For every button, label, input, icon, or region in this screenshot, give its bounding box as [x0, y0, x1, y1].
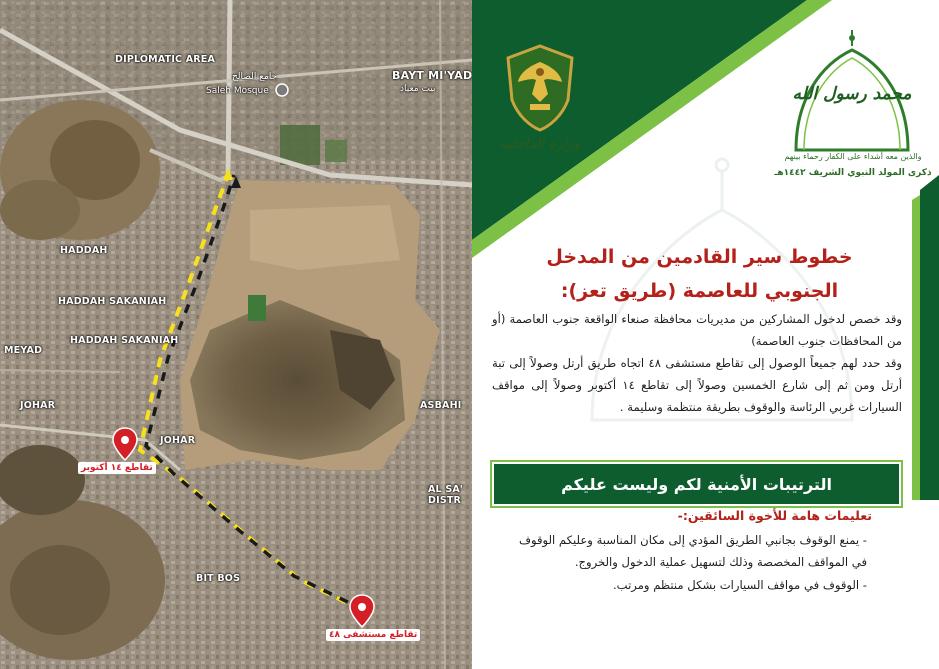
instructions-title: تعليمات هامة للأخوة السائقين:-: [677, 508, 872, 523]
area-label-johar-1: JOHAR: [20, 400, 56, 411]
pin-label-hospital48: تقاطع مستشفى ٤٨: [326, 629, 420, 641]
instruction-item: - يمنع الوقوف بجانبي الطريق المؤدي إلى مكان المناسبة وعليكم الوقوف في المواقف المخصصة وذلك لتسهيل عملية الدخول والخروج.: [518, 533, 867, 569]
area-label-haddah-sakaniah-1: HADDAH SAKANIAH: [58, 296, 167, 307]
route-description: [492, 308, 902, 418]
area-label-asbahi: ASBAHI: [420, 400, 462, 411]
area-label-al-sa-district: AL SA' DISTR: [428, 484, 464, 506]
mosque-name-en: Saleh Mosque: [206, 86, 269, 96]
bayt-miyad-ar: بيت معياد: [400, 84, 436, 94]
area-label-bit-bos: BIT BOS: [196, 573, 241, 584]
paragraph-2: وقد حدد لهم جميعاً الوصول إلى تقاطع مستشفى ٤٨ اتجاه طريق أرتل وصولاً إلى تبة أرتل ومن ثم إلى شارع الخمسين وصولاً إلى تقاطع ١٤ أكتوبر وصولاً إلى مواقف السيارات غربي الرئاسة والوقوف بطريقة منتظمة وسليمة .: [492, 356, 902, 414]
heading-line-1: خطوط سير القادمين من المدخل: [546, 246, 853, 268]
calligraphy-text: محمد رسول الله: [792, 84, 912, 104]
instruction-item: - الوقوف في مواقف السيارات بشكل منتظم ومرتب.: [613, 578, 867, 592]
paragraph-1: وقد خصص لدخول المشاركين من مديريات محافظة صنعاء الواقعة جنوب العاصمة (أو من المحافظات جنوب العاصمة): [492, 312, 902, 348]
security-banner: الترتيبات الأمنية لكم وليست عليكم: [492, 462, 901, 506]
heading-line-2: الجنوبي للعاصمة (طريق تعز):: [560, 280, 839, 302]
area-label-johar-2: JOHAR: [160, 435, 196, 446]
pin-label-october14: تقاطع ١٤ أكتوبر: [78, 462, 156, 474]
calligraphy-dome-icon: [782, 28, 922, 157]
area-label-haddah-sakaniah-2: HADDAH SAKANIAH: [70, 335, 179, 346]
mosque-poi-icon[interactable]: [276, 84, 288, 96]
mosque-name-ar: جامع الصالح: [232, 72, 278, 82]
info-panel: [472, 0, 939, 669]
area-label-meyad: MEYAD: [4, 345, 43, 356]
instructions-list: [512, 530, 867, 599]
area-label-haddah: HADDAH: [60, 245, 108, 256]
occasion: ذكرى المولد النبوي الشريف ١٤٤٢هـ: [774, 168, 932, 178]
ministry-eagle-emblem-icon: [502, 42, 578, 136]
route-heading: [532, 240, 867, 308]
slogan: والذين معه أشداء على الكفار رحماء بينهم: [784, 152, 922, 161]
area-label-bayt-miyad: BAYT MI'YAD: [392, 69, 472, 82]
area-label-diplomatic: DIPLOMATIC AREA: [115, 54, 216, 65]
ministry-name: وزارة الداخلية: [499, 136, 581, 152]
